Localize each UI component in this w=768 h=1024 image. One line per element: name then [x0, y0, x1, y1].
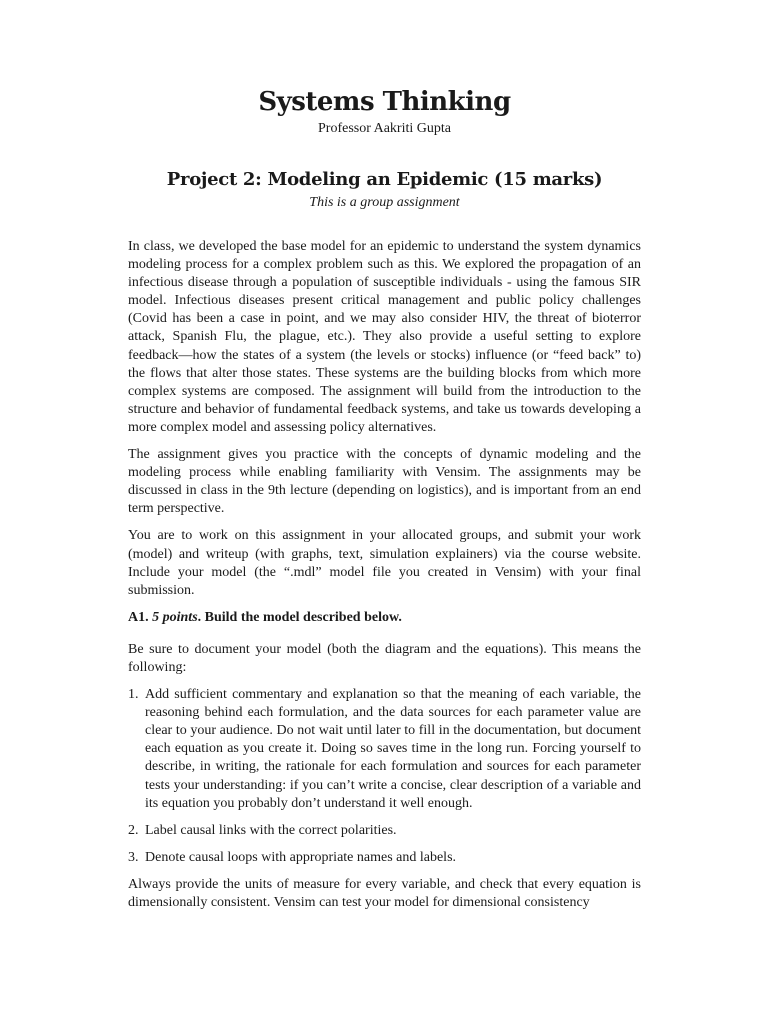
document-page: [128, 86, 641, 912]
a1-points: 5 points: [152, 609, 198, 625]
list-item: [128, 849, 641, 867]
list-item: [128, 686, 641, 813]
documentation-paragraph: Be sure to document your model (both the diagram and the equations). This means the following:: [128, 641, 641, 675]
list-item-text: Denote causal loops with appropriate names and labels.: [145, 849, 457, 865]
document-title: Systems Thinking: [258, 87, 511, 117]
a1-text: . Build the model described below.: [197, 609, 402, 625]
a1-heading: [128, 609, 641, 627]
list-item-text: Label causal links with the correct polarities.: [145, 822, 397, 838]
project-title: Project 2: Modeling an Epidemic (15 marks): [166, 169, 603, 190]
project-subtitle: This is a group assignment: [309, 195, 460, 210]
units-paragraph: Always provide the units of measure for every variable, and check that every equation is dimensionally consistent. Vensim can test your model for dimensional consistency: [128, 876, 641, 910]
author-name: Professor Aakriti Gupta: [318, 121, 451, 136]
requirements-list: [128, 686, 641, 867]
list-item-text: Add sufficient commentary and explanation so that the meaning of each variable, the reasoning behind each formulation, and the data sources for each parameter value are clear to your audience. Do not wait until later to fill in the documentation, but document each equation as you create it. Doing so saves time in the long run. Forcing yourself to describe, in writing, the rationale for each formulation and sources for each parameter tests your understanding: if you can’t write a concise, clear description of a variable and its equation you probably don’t understand it well enough.: [145, 687, 641, 811]
list-item-number: 1.: [128, 687, 139, 703]
submission-paragraph: You are to work on this assignment in your allocated groups, and submit your work (model) and writeup (with graphs, text, simulation explainers) via the course website. Include your model (the “.mdl” model file you created in Vensim) with your final submission.: [128, 528, 641, 598]
list-item-number: 2.: [128, 822, 139, 838]
intro-paragraph: In class, we developed the base model for an epidemic to understand the system dynamics modeling process for a complex problem such as this. We explored the propagation of an infectious disease through a population of susceptible individuals - using the famous SIR model. Infectious diseases present critical management and public policy challenges (Covid has been a case in point, and we may also consider HIV, the threat of bioterror attack, Spanish Flu, the plague, etc.). They also provide a useful setting to explore feedback—how the states of a system (the levels or stocks) influence (or “feed back” to) the flows that alter those states. These systems are the building blocks from which more complex systems are composed. The assignment will build from the introduction to the structure and behavior of fundamental feedback systems, and take us towards developing a more complex model and assessing policy alternatives.: [128, 239, 641, 435]
list-item-number: 3.: [128, 849, 139, 865]
a1-prefix: A1.: [128, 609, 153, 625]
list-item: [128, 822, 641, 840]
practice-paragraph: The assignment gives you practice with the concepts of dynamic modeling and the modeling process while enabling familiarity with Vensim. The assignments may be discussed in class in the 9th lecture (depending on logistics), and is important from an end term perspective.: [128, 447, 641, 517]
